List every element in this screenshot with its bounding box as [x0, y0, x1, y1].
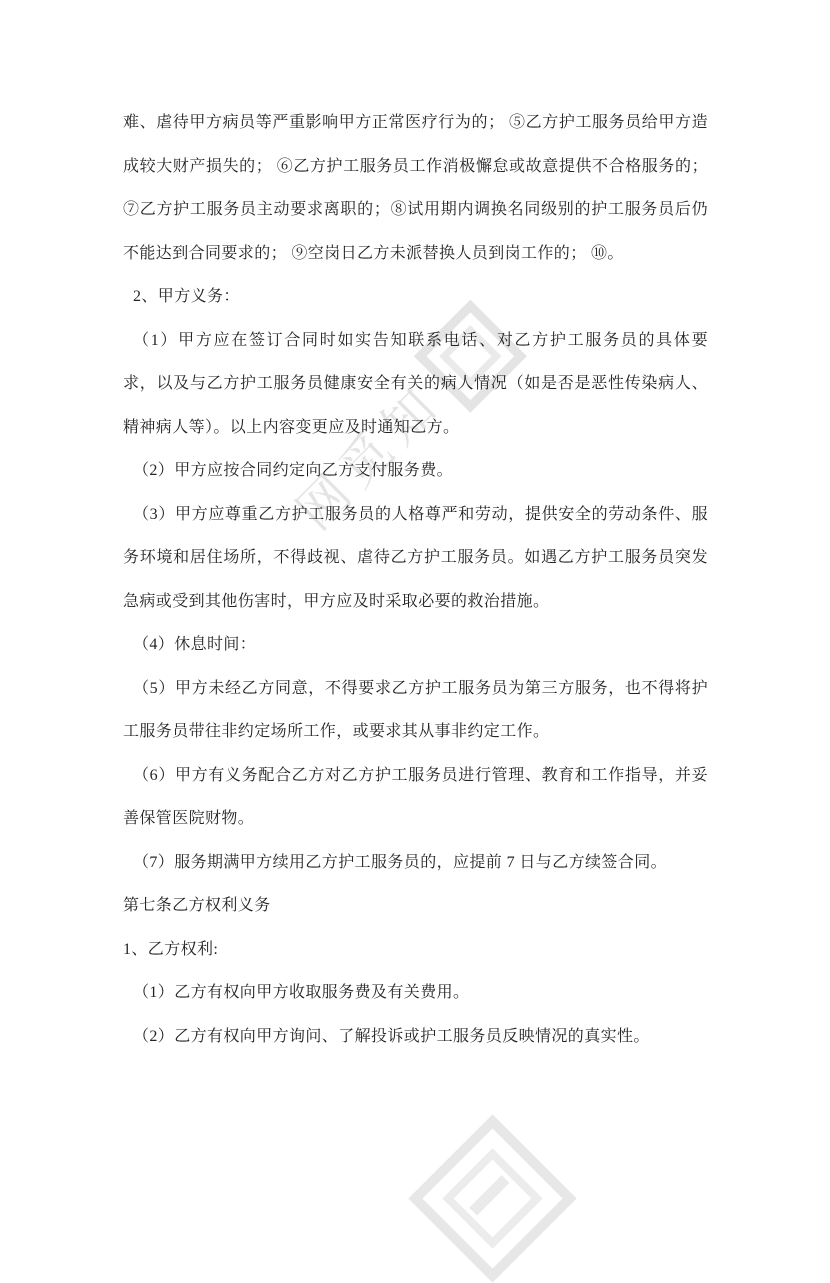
contract-line: （2）甲方应按合同约定向乙方支付服务费。: [133, 462, 454, 479]
watermark-char: 知: [371, 380, 447, 456]
contract-line: 务环境和居住场所，不得歧视、虐待乙方护工服务员。如遇乙方护工服务员突发: [123, 549, 708, 566]
contract-line: 1、乙方权利:: [123, 940, 219, 958]
contract-line: 求，以及与乙方护工服务员健康安全有关的病人情况（如是否是恶性传染病人、: [123, 375, 708, 392]
contract-line: 2、甲方义务：: [133, 288, 240, 305]
watermark-diamond-inner-icon: [442, 1148, 542, 1248]
contract-line: 善保管医院财物。: [123, 810, 255, 827]
contract-line: （6）甲方有义务配合乙方对乙方护工服务员进行管理、教育和工作指导，并妥: [133, 766, 708, 784]
contract-section-heading: 第七条乙方权利义务: [123, 897, 271, 914]
contract-line: 急病或受到其他伤害时，甲方应及时采取必要的救治措施。: [123, 592, 550, 610]
contract-line: 成较大财产损失的； ⑥乙方护工服务员工作消极懈怠或故意提供不合格服务的；: [123, 157, 708, 175]
contract-line: （7）服务期满甲方续用乙方护工服务员的，应提前 7 日与乙方续签合同。: [133, 853, 668, 871]
watermark-char: 觅: [328, 422, 404, 498]
contract-line: （2）乙方有权向甲方询问、了解投诉或护工服务员反映情况的真实性。: [133, 1027, 650, 1045]
contract-line: 工服务员带往非约定场所工作，或要求其从事非约定工作。: [123, 723, 550, 740]
contract-text-block: [123, 101, 708, 1058]
contract-line: （4）休息时间：: [133, 636, 257, 653]
contract-line: （5）甲方未经乙方同意，不得要求乙方护工服务员为第三方服务，也不得将护: [133, 679, 708, 697]
watermark-char: 网: [286, 465, 362, 541]
contract-line: ⑦乙方护工服务员主动要求离职的；⑧试用期内调换名同级别的护工服务员后仍: [123, 201, 708, 218]
contract-line: （1）乙方有权向甲方收取服务费及有关费用。: [133, 984, 470, 1001]
contract-line: 不能达到合同要求的； ⑨空岗日乙方未派替换人员到岗工作的； ⑩。: [123, 244, 624, 262]
watermark-logo-stroke: [469, 1175, 509, 1215]
contract-line: （3）甲方应尊重乙方护工服务员的人格尊严和劳动，提供安全的劳动条件、服: [133, 505, 708, 523]
contract-line: 难、虐待甲方病员等严重影响甲方正常医疗行为的； ⑤乙方护工服务员给甲方造: [123, 114, 708, 131]
contract-line: 精神病人等）。以上内容变更应及时通知乙方。: [123, 418, 460, 436]
watermark-diamond-bottom-icon: [408, 1114, 576, 1282]
contract-line: （1）甲方应在签订合同时如实告知联系电话、对乙方护工服务员的具体要: [133, 331, 708, 349]
